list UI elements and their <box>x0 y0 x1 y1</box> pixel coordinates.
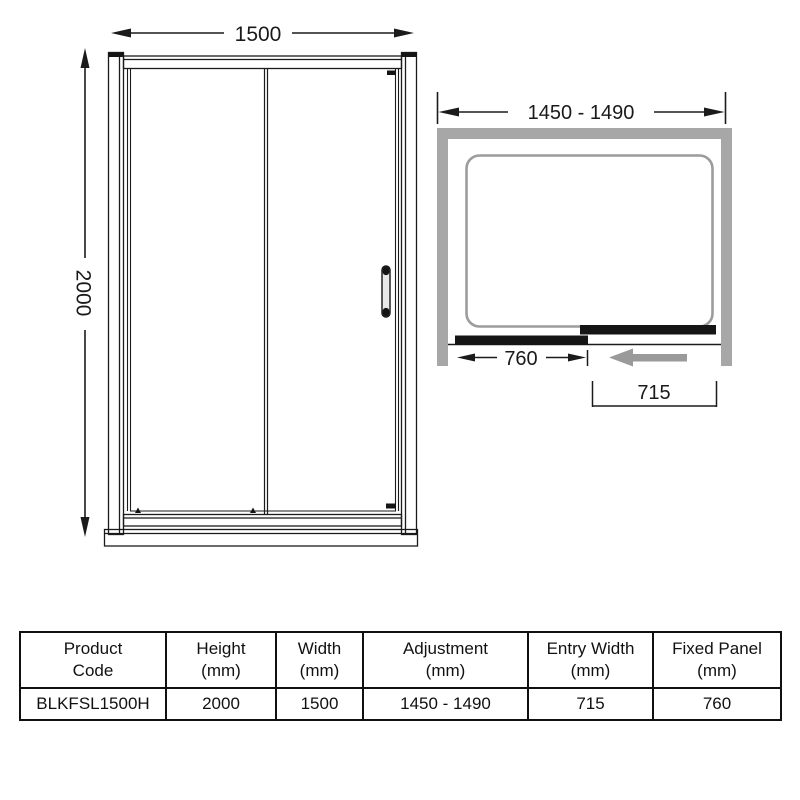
elevation-height-label: 2000 <box>71 269 95 317</box>
panel-divider <box>265 69 268 515</box>
dim-arrow-right-icon <box>394 29 414 38</box>
shower-tray <box>467 156 713 327</box>
door-frame <box>105 53 418 547</box>
fixed-panel-plan <box>455 336 588 346</box>
roller-mark-left <box>135 508 141 514</box>
cell-adjustment: 1450 - 1490 <box>363 688 528 720</box>
dim-arrow-left-icon <box>457 354 475 362</box>
top-rail <box>124 56 402 69</box>
specification-table <box>19 631 782 721</box>
col-header-height: Height (mm) <box>166 632 276 688</box>
left-wall <box>437 128 448 366</box>
data-row <box>20 688 781 720</box>
hardware-details <box>135 71 396 514</box>
cell-product-code: BLKFSL1500H <box>20 688 166 720</box>
dim-arrow-left-icon <box>439 108 460 117</box>
dim-arrow-right-icon <box>704 108 725 117</box>
plan-entry-width-label: 715 <box>637 382 671 404</box>
handle-bottom-cap <box>383 308 390 317</box>
roller-mark-middle <box>250 508 256 514</box>
right-wall <box>721 128 732 366</box>
right-post-cap <box>402 53 417 58</box>
plan-adjustment-label: 1450 - 1490 <box>527 102 635 124</box>
col-header-product-code: Product Code <box>20 632 166 688</box>
left-wall-post <box>109 53 124 535</box>
front-elevation-drawing <box>72 23 418 546</box>
cell-width: 1500 <box>276 688 363 720</box>
top-roller-bracket <box>387 71 396 76</box>
dim-arrow-down-icon <box>81 517 90 537</box>
cell-fixed-panel: 760 <box>653 688 781 720</box>
cell-height: 2000 <box>166 688 276 720</box>
fixed-glass-panel <box>128 69 131 512</box>
base-tray <box>105 530 418 547</box>
handle-top-cap <box>383 267 390 276</box>
dim-arrow-up-icon <box>81 48 90 68</box>
col-header-width: Width (mm) <box>276 632 363 688</box>
col-header-entry-width: Entry Width (mm) <box>528 632 653 688</box>
door-handle <box>382 266 390 317</box>
slide-direction-arrow-icon <box>609 349 687 367</box>
header-row <box>20 632 781 688</box>
plan-view-drawing <box>437 92 732 407</box>
sliding-door-panel-plan <box>580 325 716 335</box>
col-header-fixed-panel: Fixed Panel (mm) <box>653 632 781 688</box>
bottom-roller-bracket <box>386 504 396 509</box>
cell-entry-width: 715 <box>528 688 653 720</box>
elevation-width-label: 1500 <box>234 23 282 46</box>
dim-arrow-right-icon <box>568 354 586 362</box>
bottom-rail <box>124 515 402 527</box>
sliding-glass-panel <box>396 69 399 512</box>
dim-arrow-left-icon <box>111 29 131 38</box>
col-header-adjustment: Adjustment (mm) <box>363 632 528 688</box>
top-wall <box>437 128 732 139</box>
left-post-cap <box>109 53 124 58</box>
plan-fixed-panel-label: 760 <box>504 348 538 370</box>
right-wall-post <box>402 53 417 535</box>
